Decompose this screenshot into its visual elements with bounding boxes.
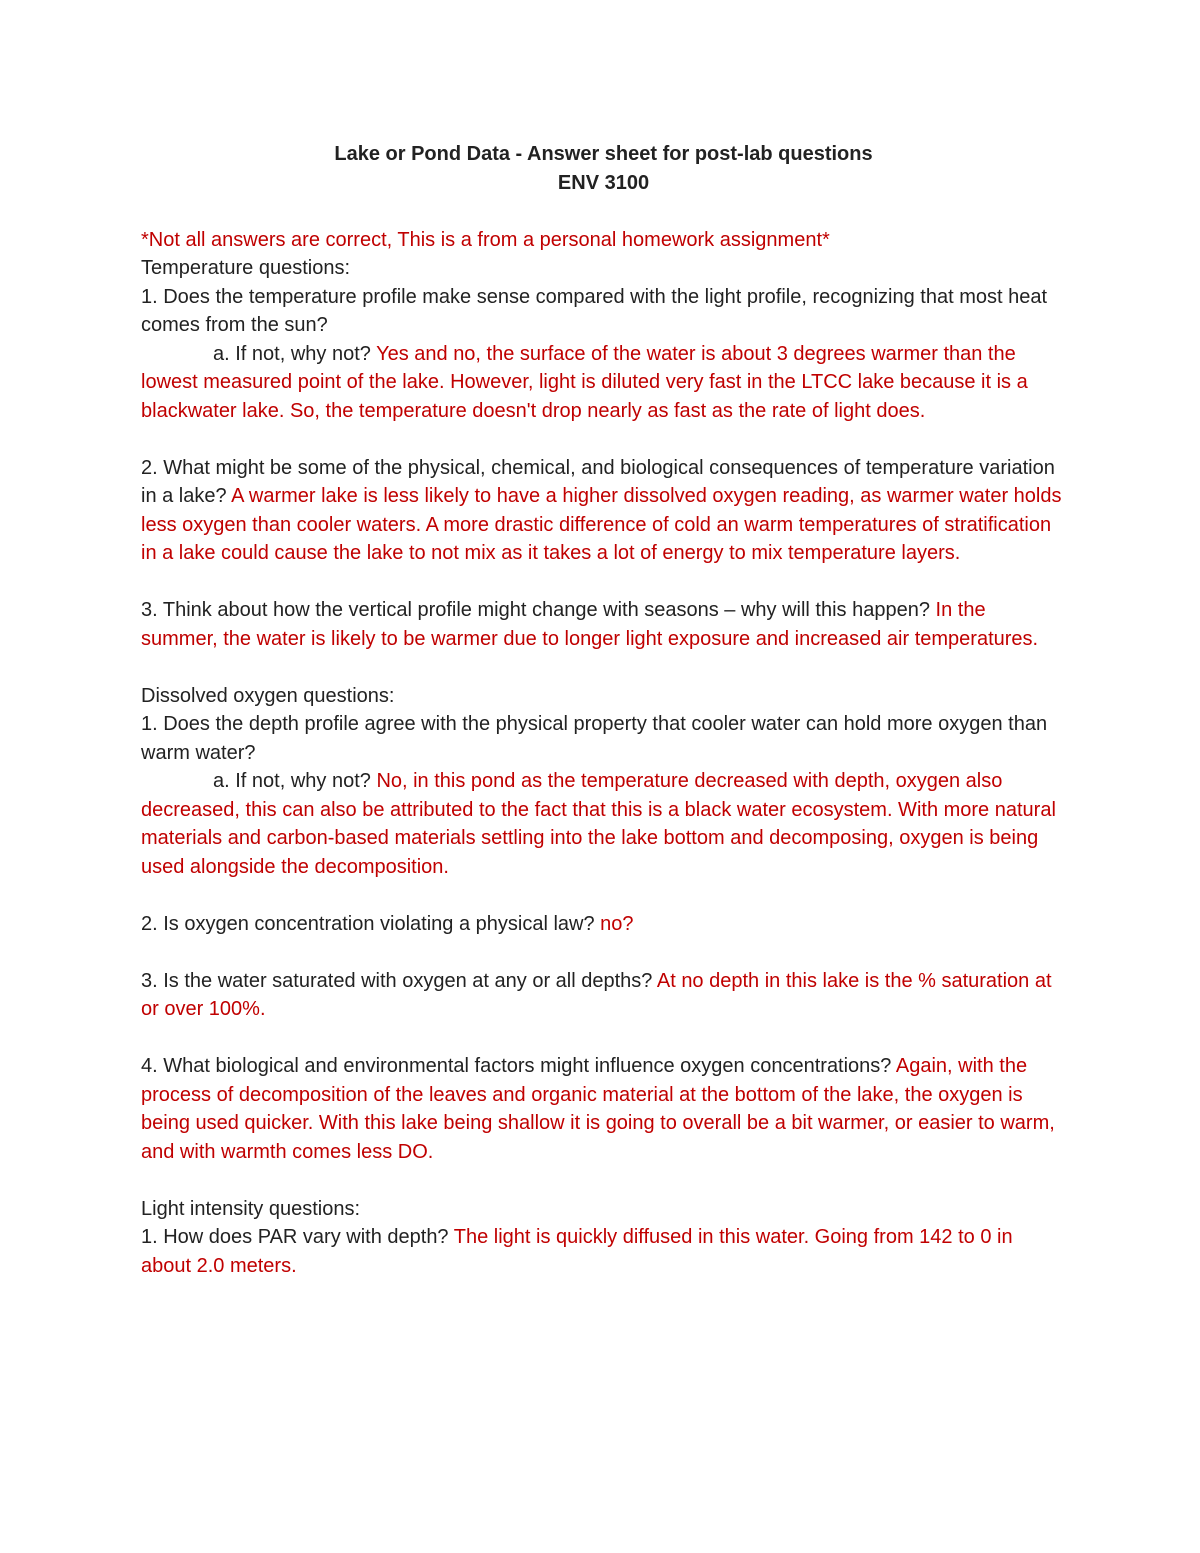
oxygen-answer-4: Again, with the process of decomposition of the leaves and organic material at the bottom of the lake, the oxygen is being used quicker. With this lake being shallow it is going to overall be a bit warmer, or easier to warm, and with warmth comes less DO.	[141, 1055, 1055, 1163]
spacer	[141, 881, 1066, 910]
temperature-answer-2: A warmer lake is less likely to have a higher dissolved oxygen reading, as warmer water holds less oxygen than cooler waters. A more drastic difference of cold an warm temperatures of stratification in a lake could cause the lake to not mix as it takes a lot of energy to mix temperature layers.	[141, 485, 1062, 564]
oxygen-question-1a-block	[141, 767, 1066, 881]
oxygen-question-3: 3. Is the water saturated with oxygen at any or all depths?	[141, 969, 653, 992]
temperature-answer-3: In the summer, the water is likely to be warmer due to longer light exposure and increased air temperatures.	[141, 599, 1039, 650]
document-title: Lake or Pond Data - Answer sheet for post-lab questions	[334, 143, 873, 165]
course-code: ENV 3100	[557, 171, 650, 194]
oxygen-question-4: 4. What biological and environmental factors might influence oxygen concentrations?	[141, 1055, 892, 1077]
temperature-heading: Temperature questions:	[141, 257, 351, 279]
oxygen-answer-3: At no depth in this lake is the % saturation at or over 100%.	[141, 969, 1052, 1020]
temperature-question-2: 2. What might be some of the physical, chemical, and biological consequences of temperature variation in a lake?	[141, 456, 1055, 507]
temperature-answer-1a: Yes and no, the surface of the water is about 3 degrees warmer than the lowest measured point of the lake. However, light is diluted very fast in the LTCC lake because it is a blackwater lake. So, the temperature doesn't drop nearly as fast as the rate of light does.	[141, 342, 1028, 422]
oxygen-question-2: 2. Is oxygen concentration violating a physical law?	[141, 912, 595, 935]
light-heading: Light intensity questions:	[141, 1197, 361, 1220]
oxygen-question-1: 1. Does the depth profile agree with the physical property that cooler water can hold more oxygen than warm water?	[141, 713, 1048, 764]
spacer	[141, 1166, 1066, 1195]
oxygen-answer-1a: No, in this pond as the temperature decreased with depth, oxygen also decreased, this can also be attributed to the fact that this is a black water ecosystem. With more natural materials and carbon-based materials settling into the lake bottom and decomposing, oxygen is being used alongside the decomposition.	[141, 770, 1056, 878]
disclaimer-note: *Not all answers are correct, This is a from a personal homework assignment*	[141, 228, 830, 251]
temperature-question-3: 3. Think about how the vertical profile might change with seasons – why will this happen?	[141, 599, 930, 621]
temperature-question-1: 1. Does the temperature profile make sense compared with the light profile, recognizing that most heat comes from the sun?	[141, 285, 1048, 336]
oxygen-question-2-block	[141, 910, 1066, 939]
oxygen-question-4-block	[141, 1052, 1066, 1166]
temperature-question-1a: a. If not, why not?	[213, 342, 371, 365]
oxygen-heading: Dissolved oxygen questions:	[141, 684, 395, 707]
light-question-1-block	[141, 1223, 1066, 1280]
light-question-1: 1. How does PAR vary with depth?	[141, 1226, 449, 1248]
spacer	[141, 938, 1066, 967]
spacer	[141, 653, 1066, 682]
oxygen-question-3-block	[141, 967, 1066, 1024]
spacer	[141, 568, 1066, 597]
spacer	[141, 1024, 1066, 1053]
temperature-question-3-block	[141, 596, 1066, 653]
oxygen-answer-2: no?	[600, 912, 634, 935]
spacer	[141, 197, 1066, 226]
temperature-question-2-block	[141, 454, 1066, 568]
document-body	[141, 140, 1066, 1280]
spacer	[141, 425, 1066, 454]
temperature-question-1a-block	[141, 340, 1066, 426]
light-answer-1: The light is quickly diffused in this water. Going from 142 to 0 in about 2.0 meters.	[141, 1226, 1013, 1277]
oxygen-question-1a: a. If not, why not?	[213, 770, 371, 792]
